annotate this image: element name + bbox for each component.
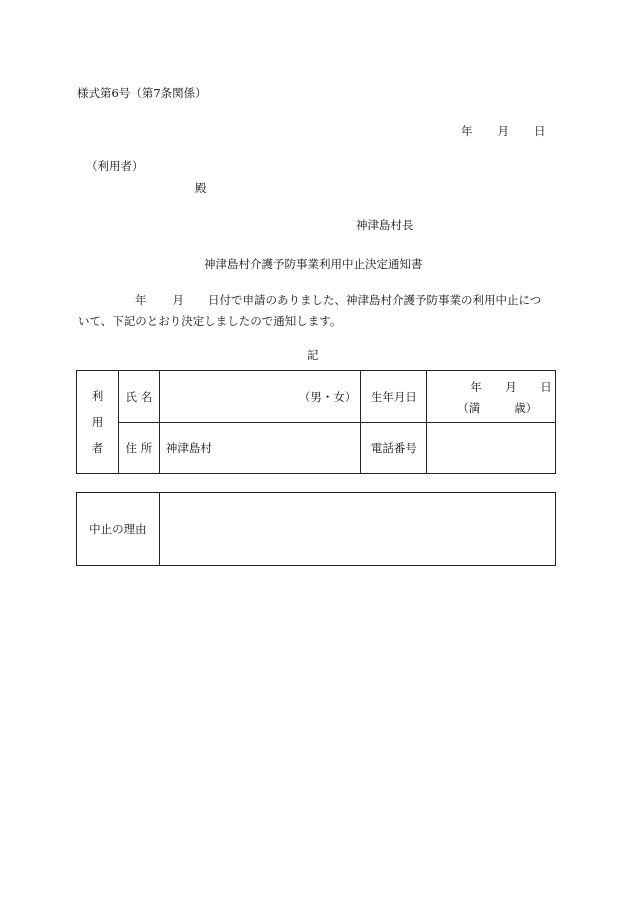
age-open: （満 (457, 401, 481, 415)
body-line1-rest: 日付で申請のありました、神津島村介護予防事業の利用中止につ (208, 293, 542, 307)
birth-date-field[interactable] (427, 371, 556, 423)
date-day: 日 (534, 124, 546, 138)
recipient-label: （利用者） (86, 159, 144, 173)
name-label: 氏 名 (118, 371, 159, 423)
name-gender-field[interactable] (159, 371, 361, 423)
user-side-char-3: 者 (91, 441, 104, 455)
address-label: 住 所 (118, 423, 159, 474)
user-info-table (76, 370, 556, 474)
reason-label: 中止の理由 (77, 493, 160, 566)
phone-field[interactable] (427, 423, 556, 474)
birth-day: 日 (540, 380, 552, 394)
date-year: 年 (461, 124, 473, 138)
reason-field[interactable] (159, 493, 555, 566)
document-title: 神津島村介護予防事業利用中止決定通知書 (204, 257, 423, 271)
reason-table (76, 492, 556, 566)
form-number: 様式第6号（第7条関係） (77, 86, 207, 100)
issuer: 神津島村長 (356, 218, 414, 232)
user-side-char-2: 用 (91, 415, 104, 429)
phone-label: 電話番号 (361, 423, 427, 474)
birth-month: 月 (505, 380, 517, 394)
date-month: 月 (497, 124, 509, 138)
address-field[interactable] (159, 423, 361, 474)
body-text-line-2: いて、下記のとおり決定しましたので通知します。 (78, 314, 342, 328)
body-year: 年 (135, 293, 147, 307)
user-side-char-1: 利 (91, 389, 104, 403)
gender-text: （男・女） (298, 389, 357, 404)
address-value: 神津島村 (165, 441, 212, 455)
honorific: 殿 (195, 181, 207, 195)
body-month: 月 (172, 293, 184, 307)
birth-label: 生年月日 (361, 371, 427, 423)
user-side-header (77, 371, 119, 474)
birth-year: 年 (470, 380, 482, 394)
ki-heading: 記 (307, 348, 319, 362)
age-close: 歳） (514, 401, 538, 415)
date-line (461, 123, 546, 139)
body-text-line-1 (78, 292, 541, 308)
